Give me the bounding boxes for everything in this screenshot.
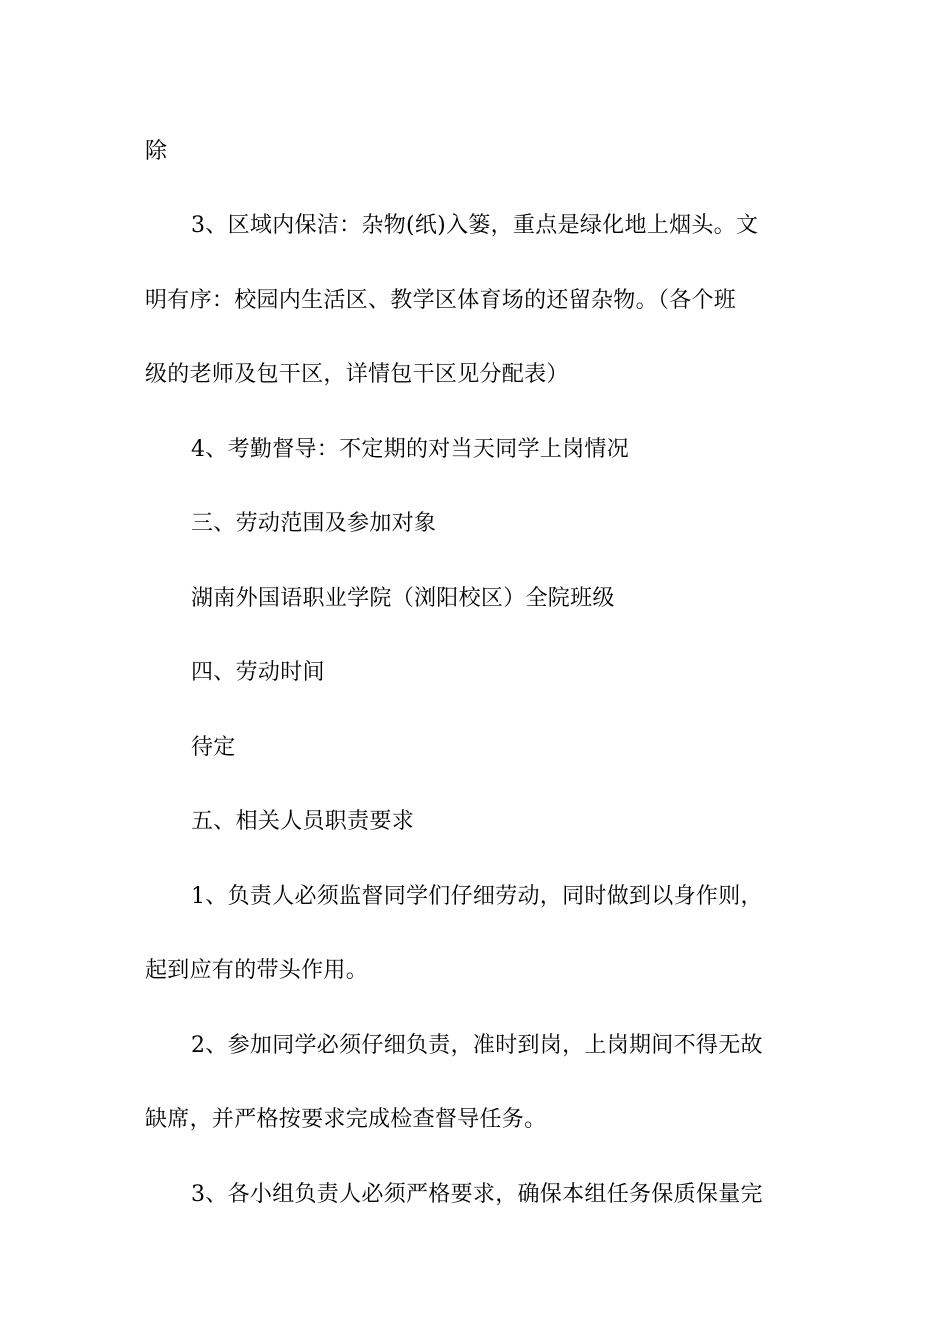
text-line: 待定 xyxy=(191,735,236,760)
text-line: 湖南外国语职业学院（浏阳校区）全院班级 xyxy=(191,586,615,611)
text-line: 4、考勤督导：不定期的对当天同学上岗情况 xyxy=(191,437,629,462)
text-line: 3、各小组负责人必须严格要求，确保本组任务保质保量完 xyxy=(191,1182,763,1207)
section-heading: 五、相关人员职责要求 xyxy=(191,809,415,834)
text-line: 级的老师及包干区，详情包干区见分配表） xyxy=(145,362,569,387)
text-line: 缺席，并严格按要求完成检查督导任务。 xyxy=(145,1107,547,1132)
text-line: 2、参加同学必须仔细负责，准时到岗，上岗期间不得无故 xyxy=(191,1033,763,1058)
text-line: 除 xyxy=(145,139,168,164)
text-line: 起到应有的带头作用。 xyxy=(145,958,369,983)
section-heading: 三、劳动范围及参加对象 xyxy=(191,511,437,536)
section-heading: 四、劳动时间 xyxy=(191,660,325,685)
text-line: 3、区域内保洁：杂物(纸)入篓，重点是绿化地上烟头。文 xyxy=(191,213,759,238)
text-line: 明有序：校园内生活区、教学区体育场的还留杂物。（各个班 xyxy=(145,288,737,313)
text-line: 1、负责人必须监督同学们仔细劳动，同时做到以身作则， xyxy=(191,884,763,909)
